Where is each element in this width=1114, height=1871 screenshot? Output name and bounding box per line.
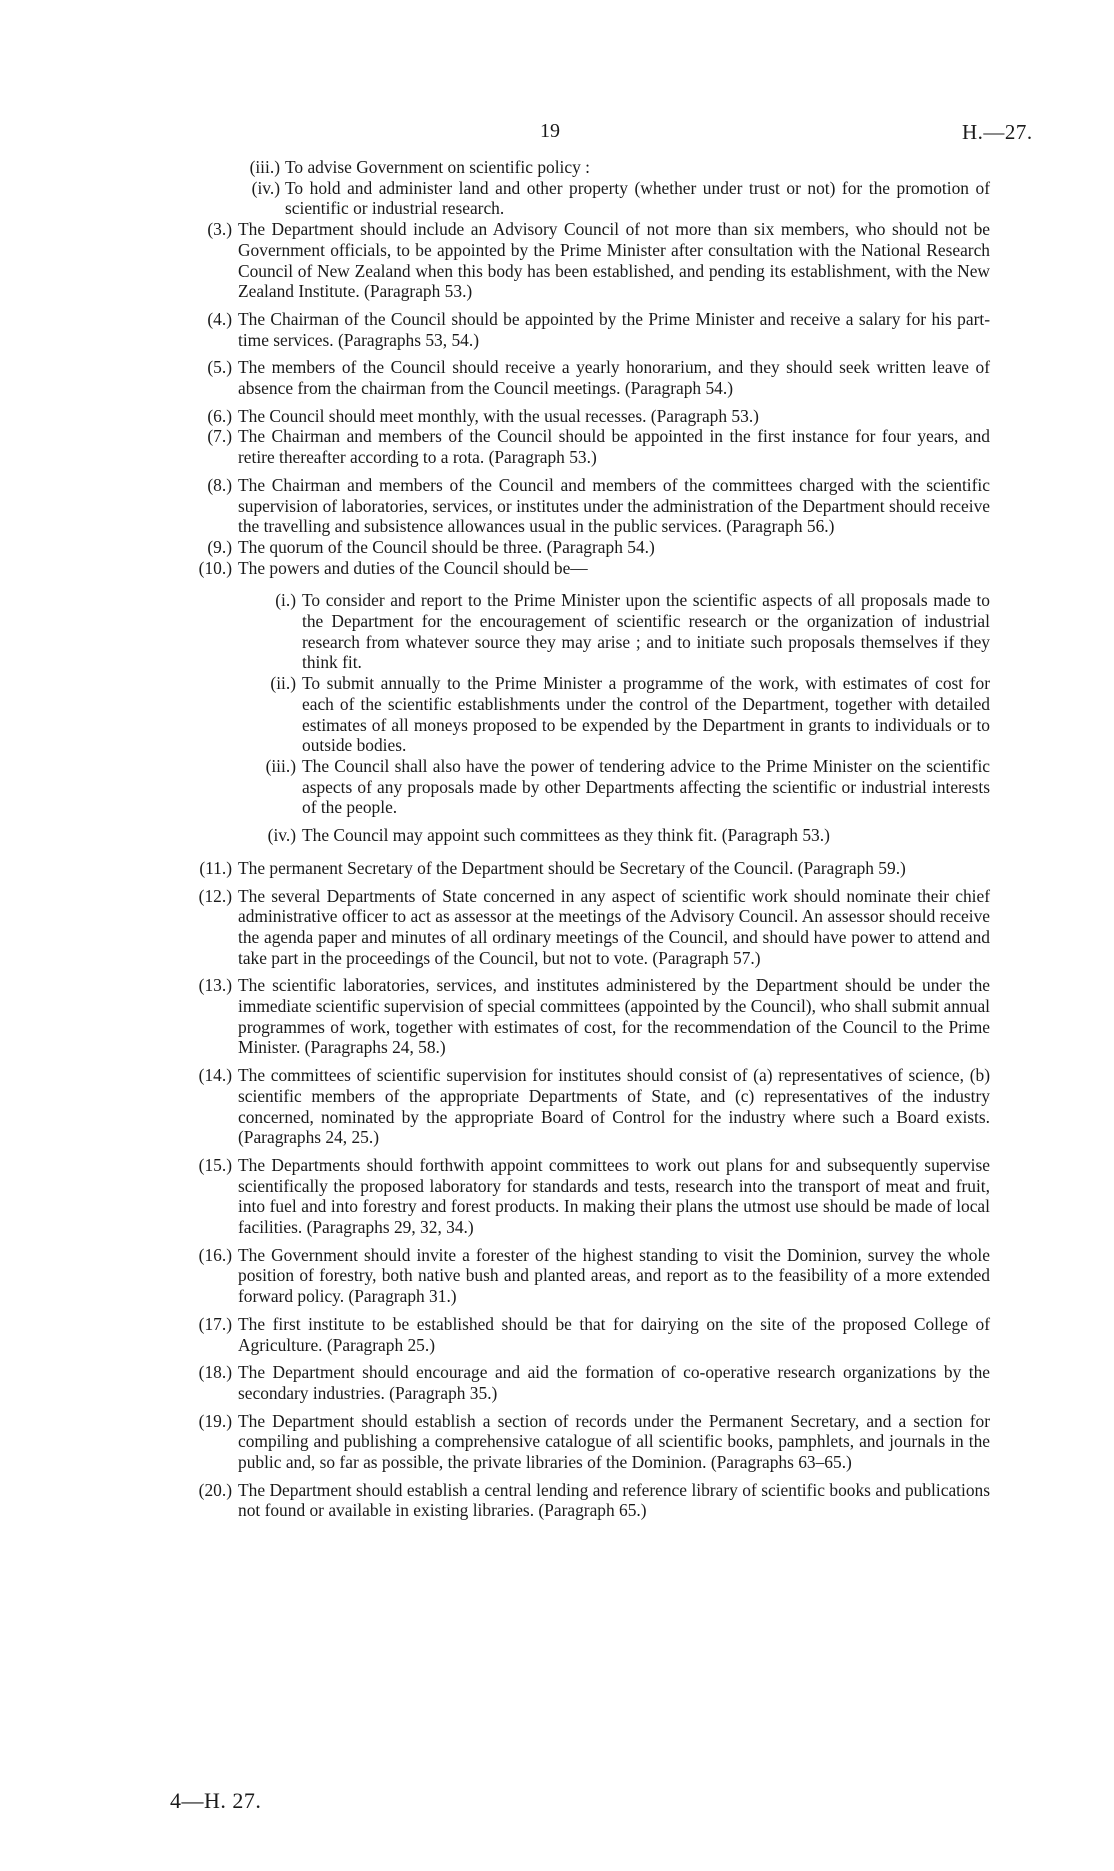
page-number: 19 bbox=[540, 120, 560, 142]
item-number: (10.) bbox=[198, 557, 232, 578]
footer-signature-ref: 4—H. 27. bbox=[170, 1788, 262, 1813]
item-number: (17.) bbox=[198, 1313, 232, 1334]
item-text: To advise Government on scientific policy : bbox=[285, 157, 590, 177]
item-text: To submit annually to the Prime Minister a programme of the work, with estimates of cost for each of the scientific establishments under the control of the Department, together with detailed estimates of all moneys proposed to be expended by the Department in grants to individuals or to outside bodies. bbox=[302, 673, 990, 756]
recommendations-body bbox=[170, 157, 990, 1521]
item-text: To consider and report to the Prime Minister upon the scientific aspects of all proposals made to the Department for the encouragement of scientific research or the organization of industrial research from whatever source they may arise ; and to initiate such proposals themselves if they think fit. bbox=[302, 590, 990, 673]
item-text: The Department should establish a section of records under the Permanent Secretary, and a section for compiling and publishing a comprehensive catalogue of all scientific books, pamphlets, and journals in the public and, so far as possible, the private libraries of the Dominion. (Paragraphs 63–65.) bbox=[238, 1410, 990, 1473]
item-number: (iii.) bbox=[265, 755, 296, 776]
item-text: The members of the Council should receive a yearly honorarium, and they should seek written leave of absence from the chairman from the Council meetings. (Paragraph 54.) bbox=[238, 357, 990, 399]
recommendation-item bbox=[170, 858, 990, 879]
top-sub-item bbox=[170, 157, 990, 178]
item-number: (9.) bbox=[207, 536, 232, 557]
item-number: (12.) bbox=[198, 885, 232, 906]
item-number: (iv.) bbox=[267, 825, 296, 846]
item-text: The several Departments of State concerned in any aspect of scientific work should nominate their chief administrative officer to act as assessor at the meetings of the Advisory Council. An assessor should receive the agenda paper and minutes of all ordinary meetings of the Council, and should have power to attend and take part in the proceedings of the Council, but not to vote. (Paragraph 57.) bbox=[238, 885, 990, 968]
recommendation-item bbox=[170, 219, 990, 302]
duty-sub-item bbox=[170, 825, 990, 846]
recommendation-item bbox=[170, 357, 990, 398]
recommendation-item bbox=[170, 1314, 990, 1355]
item-number: (18.) bbox=[198, 1362, 232, 1383]
item-number: (5.) bbox=[207, 357, 232, 378]
duty-sub-item bbox=[170, 756, 990, 818]
item-text: The Chairman of the Council should be appointed by the Prime Minister and receive a salary for his part-time services. (Paragraphs 53, 54.) bbox=[238, 308, 990, 350]
item-number: (iv.) bbox=[251, 177, 280, 198]
item-text: The Government should invite a forester of the highest standing to visit the Dominion, survey the whole position of forestry, both native bush and planted areas, and report as to the feasibility of a more extended forward policy. (Paragraph 31.) bbox=[238, 1244, 990, 1307]
item-number: (iii.) bbox=[249, 157, 280, 177]
item-number: (14.) bbox=[198, 1065, 232, 1086]
recommendation-item bbox=[170, 558, 990, 579]
item-text: The permanent Secretary of the Department should be Secretary of the Council. (Paragraph 59.) bbox=[238, 857, 906, 878]
item-text: The Council shall also have the power of tendering advice to the Prime Minister on the scientific aspects of any proposals made by other Departments affecting the scientific or industrial interests of the people. bbox=[302, 755, 990, 818]
recommendation-item bbox=[170, 1411, 990, 1473]
item-number: (ii.) bbox=[270, 673, 296, 694]
item-number: (8.) bbox=[207, 474, 232, 495]
recommendation-item bbox=[170, 426, 990, 467]
duty-sub-item bbox=[170, 673, 990, 756]
item-text: The powers and duties of the Council should be— bbox=[238, 557, 588, 578]
recommendation-item bbox=[170, 406, 990, 427]
recommendation-item bbox=[170, 886, 990, 969]
item-text: The Chairman and members of the Council and members of the committees charged with the scientific supervision of laboratories, services, or institutes under the administration of the Department should receive the travelling and subsistence allowances usual in the public services. (Paragraph 56.) bbox=[238, 474, 990, 537]
item-number: (19.) bbox=[198, 1410, 232, 1431]
item-text: The Chairman and members of the Council should be appointed in the first instance for four years, and retire thereafter according to a rota. (Paragraph 53.) bbox=[238, 426, 990, 468]
recommendation-item bbox=[170, 1480, 990, 1521]
duty-sub-item bbox=[170, 590, 990, 673]
item-number: (3.) bbox=[207, 219, 232, 240]
item-number: (i.) bbox=[275, 590, 296, 611]
recommendation-item bbox=[170, 975, 990, 1058]
recommendation-item bbox=[170, 537, 990, 558]
item-number: (4.) bbox=[207, 308, 232, 329]
recommendation-item bbox=[170, 475, 990, 537]
recommendation-item bbox=[170, 309, 990, 350]
item-text: The Council should meet monthly, with the usual recesses. (Paragraph 53.) bbox=[238, 405, 759, 426]
item-text: The Department should encourage and aid the formation of co-operative research organizations by the secondary industries. (Paragraph 35.) bbox=[238, 1362, 990, 1403]
item-text: The scientific laboratories, services, and institutes administered by the Department should be under the immediate scientific supervision of special committees (appointed by the Council), who shall submit annual programmes of work, together with estimates of cost, for the recommendation of the Council to the Prime Minister. (Paragraphs 24, 58.) bbox=[238, 975, 990, 1058]
recommendation-item bbox=[170, 1362, 990, 1403]
recommendation-item bbox=[170, 1065, 990, 1148]
item-number: (16.) bbox=[198, 1244, 232, 1265]
item-text: To hold and administer land and other property (whether under trust or not) for the promotion of scientific or industrial research. bbox=[285, 177, 990, 219]
item-number: (7.) bbox=[207, 426, 232, 447]
item-text: The Department should include an Advisory Council of not more than six members, who should not be Government officials, to be appointed by the Prime Minister after consultation with the National Research Council of New Zealand when this body has been established, and pending its establishment, with the New Zealand Institute. (Paragraph 53.) bbox=[238, 219, 990, 302]
item-text: The quorum of the Council should be three. (Paragraph 54.) bbox=[238, 536, 655, 557]
item-number: (13.) bbox=[198, 975, 232, 996]
item-text: The committees of scientific supervision for institutes should consist of (a) representatives of science, (b) scientific members of the appropriate Departments of State, and (c) representatives of the industry concerned, nominated by the appropriate Board of Control for the industry where such a Board exists. (Paragraphs 24, 25.) bbox=[238, 1065, 990, 1148]
item-text: The Department should establish a central lending and reference library of scientific books and publications not found or available in existing libraries. (Paragraph 65.) bbox=[238, 1479, 990, 1521]
recommendation-item bbox=[170, 1155, 990, 1238]
item-text: The Council may appoint such committees as they think fit. (Paragraph 53.) bbox=[302, 825, 830, 846]
item-number: (15.) bbox=[198, 1154, 232, 1175]
top-sub-item bbox=[170, 178, 990, 219]
item-number: (6.) bbox=[207, 405, 232, 426]
item-number: (11.) bbox=[199, 857, 232, 878]
item-text: The first institute to be established should be that for dairying on the site of the proposed College of Agriculture. (Paragraph 25.) bbox=[238, 1313, 990, 1355]
item-number: (20.) bbox=[198, 1479, 232, 1500]
recommendation-item bbox=[170, 1245, 990, 1307]
item-text: The Departments should forthwith appoint committees to work out plans for and subsequently supervise scientifically the proposed laboratory for standards and tests, research into the transport of meat and fruit, into fuel and into forestry and forest products. In making their plans the utmost use should be made of local facilities. (Paragraphs 29, 32, 34.) bbox=[238, 1154, 990, 1238]
document-reference: H.—27. bbox=[962, 120, 1033, 144]
